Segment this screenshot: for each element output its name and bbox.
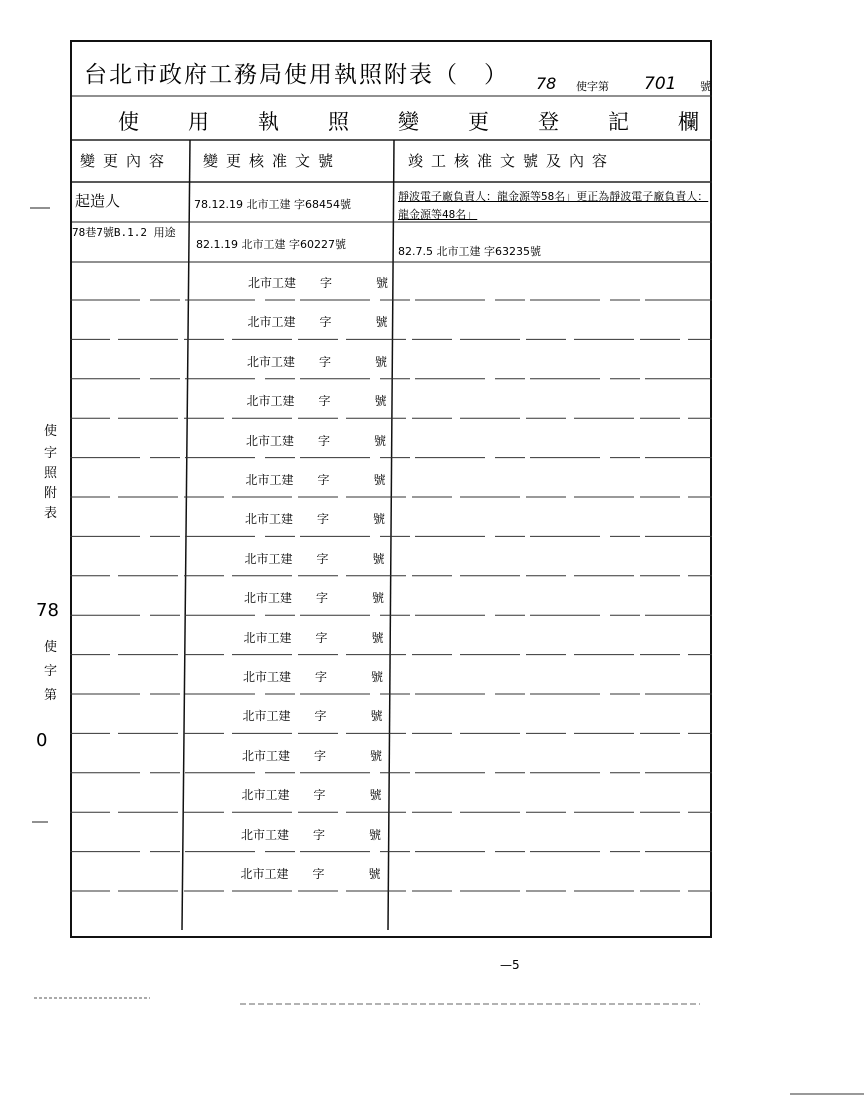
margin-note-char: 照 [44,466,58,481]
page-mark: —5 [500,958,520,972]
stamp-middle: 字 [315,670,328,684]
row1-content: 起造人 [75,192,121,210]
stamp-middle: 字 [320,276,333,290]
stamp-prefix: 北市工建 [246,433,295,448]
stamp-prefix: 北市工建 [244,591,293,606]
margin-note-char: 78 [36,600,59,621]
row2-approval: 82.1.19 北市工建 字60227號 [196,238,346,251]
row1-approval: 78.12.19 北市工建 字68454號 [194,198,351,211]
stamp-suffix: 號 [373,512,386,527]
stamp-suffix: 號 [374,394,387,409]
row2-completion: 82.7.5 北市工建 字63235號 [398,245,541,258]
stamp-middle: 字 [318,394,331,409]
stamp-prefix: 北市工建 [246,394,295,409]
stamp-suffix: 號 [371,670,384,684]
row2-content: 78巷7號B.1.2 用途 [72,226,176,239]
header-change-content: 變更內容 [80,152,173,170]
stamp-suffix: 號 [370,709,383,724]
stamp-prefix: 北市工建 [245,512,294,527]
header-completion: 竣工核准文號及內容 [408,152,616,170]
stamp-middle: 字 [319,354,332,369]
margin-note-char: 使 [44,640,58,655]
stamp-middle: 字 [313,788,326,803]
stamp-prefix: 北市工建 [241,788,290,803]
stamp-middle: 字 [317,512,330,527]
stamp-prefix: 北市工建 [243,630,292,645]
margin-note-char: 第 [44,688,58,703]
stamp-suffix: 號 [368,867,381,881]
permit-label: 使字第 [576,80,609,93]
stamp-suffix: 號 [375,315,388,330]
stamp-middle: 字 [317,473,330,487]
stamp-middle: 字 [314,709,327,724]
stamp-prefix: 北市工建 [242,709,291,724]
stamp-middle: 字 [319,315,332,330]
stamp-suffix: 號 [371,630,384,645]
document-title: 台北市政府工務局使用執照附表（ ） [84,62,509,88]
stamp-prefix: 北市工建 [245,473,294,487]
margin-note-char: 附 [44,486,58,501]
stamp-prefix: 北市工建 [243,670,292,684]
stamp-suffix: 號 [375,354,388,369]
stamp-suffix: 號 [372,551,385,566]
stamp-prefix: 北市工建 [241,827,290,842]
stamp-middle: 字 [315,630,328,645]
margin-note-char: 字 [44,664,58,679]
stamp-middle: 字 [316,591,329,606]
permit-number: 701 [644,74,677,94]
stamp-suffix: 號 [373,473,386,487]
stamp-prefix: 北市工建 [247,315,296,330]
header-change-approval: 變更核准文號 [203,152,342,170]
margin-note-char: 0 [36,730,48,751]
stamp-prefix: 北市工建 [244,551,293,566]
row1-completion: 靜波電子廠負責人：龍金源等58名」更正為靜波電子廠負責人：龍金源等48名」 [398,190,709,221]
margin-note-char: 字 [44,446,58,461]
stamp-middle: 字 [318,433,331,448]
stamp-middle: 字 [312,867,325,881]
permit-year: 78 [536,74,557,93]
stamp-prefix: 北市工建 [240,867,289,881]
stamp-prefix: 北市工建 [247,354,296,369]
stamp-suffix: 號 [369,827,382,842]
margin-note-char: 表 [44,506,58,521]
stamp-suffix: 號 [372,591,385,606]
stamp-middle: 字 [313,827,326,842]
permit-suffix: 號 [700,80,711,93]
stamp-prefix: 北市工建 [248,276,297,290]
stamp-suffix: 號 [370,748,383,763]
margin-note-char: 使 [44,424,58,439]
stamp-prefix: 北市工建 [242,748,291,763]
stamp-suffix: 號 [374,433,387,448]
section-title: 使用執照變更登記欄 [118,110,748,134]
stamp-suffix: 號 [376,276,389,290]
stamp-suffix: 號 [369,788,382,803]
stamp-middle: 字 [316,551,329,566]
stamp-middle: 字 [314,748,327,763]
